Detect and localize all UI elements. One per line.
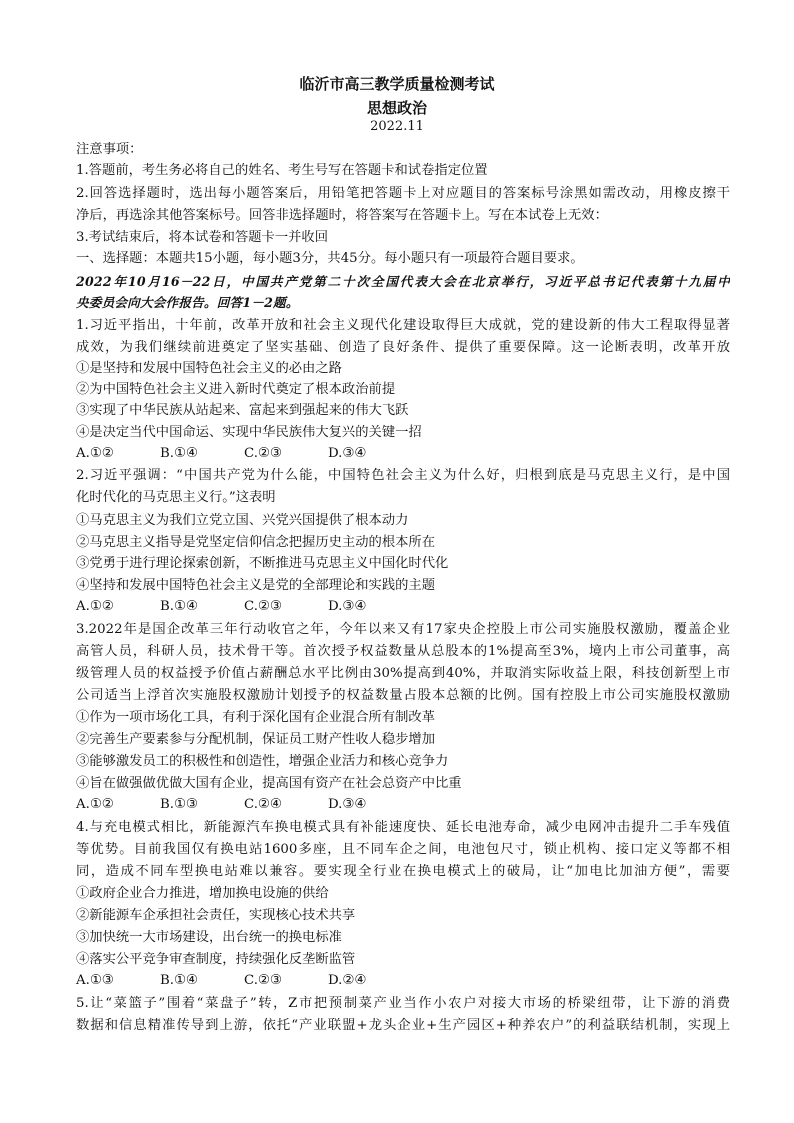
q4-statement-3: ③加快统一大市场建设，出台统一的换电标准 [76, 930, 342, 945]
q3-statement-2: ②完善生产要素参与分配机制，保证员工财产性收人稳步增加 [76, 732, 436, 747]
section-1-intro: 一、选择题：本题共15小题，每小题3分，共45分。每小题只有一项最符合题目要求。 [76, 251, 584, 266]
subject-title: 思想政治 [366, 99, 427, 117]
notice-heading: 注意事项： [76, 142, 143, 157]
q3-option-c[interactable]: C.②④ [244, 797, 282, 812]
q3-option-d[interactable]: D.③④ [328, 797, 367, 812]
q3-stem-line-1: 3.2022年是国企改革三年行动收官之年，今年以来又有17家央企控股上市公司实施股权激励，覆盖企业 [76, 622, 730, 637]
notice-item-3: 3.考试结束后，将本试卷和答题卡一并收回 [76, 230, 329, 245]
material-line-1: 2022年10月16－22日，中国共产党第二十次全国代表大会在北京举行，习近平总书记代表第十九届中 [76, 274, 730, 289]
q3-statement-4: ④旨在做强做优做大国有企业，提高国有资产在社会总资产中比重 [76, 776, 462, 791]
q2-option-a[interactable]: A.①② [76, 599, 114, 614]
q2-options [76, 597, 730, 617]
q4-option-c[interactable]: C.②③ [244, 973, 282, 988]
q4-option-a[interactable]: A.①③ [76, 973, 114, 988]
q1-option-b[interactable]: B.①④ [160, 446, 198, 461]
q3-statement-1: ①作为一项市场化工具，有利于深化国有企业混合所有制改革 [76, 710, 436, 725]
q4-statement-2: ②新能源车企承担社会责任，实现核心技术共享 [76, 908, 356, 923]
q1-statement-4: ④是决定当代中国命运、实现中华民族伟大复兴的关键一招 [76, 425, 422, 440]
q4-stem-line-2: 等优势。目前我国仅有换电站1600多座，且不同车企之间，电池包尺寸，锁止机构、接口定义等都不相 [76, 842, 730, 857]
q1-option-d[interactable]: D.③④ [328, 446, 367, 461]
q4-statement-4: ④落实公平竞争审查制度，持续强化反垄断监管 [76, 952, 356, 967]
q2-option-b[interactable]: B.①④ [160, 599, 198, 614]
q4-options [76, 971, 730, 991]
q1-statement-3: ③实现了中华民族从站起来、富起来到强起来的伟大飞跃 [76, 403, 409, 418]
exam-title: 临沂市高三教学质量检测考试 [299, 75, 495, 93]
q1-option-a[interactable]: A.①② [76, 446, 114, 461]
material-line-2: 央委员会向大会作报告。回答1－2题。 [76, 295, 299, 310]
q1-options [76, 444, 730, 464]
q1-option-c[interactable]: C.②③ [244, 446, 282, 461]
q3-option-a[interactable]: A.①② [76, 797, 114, 812]
q2-option-c[interactable]: C.②③ [244, 599, 282, 614]
notice-item-2-line-1: 2.回答选择题时，选出每小题答案后，用铅笔把答题卡上对应题目的答案标号涂黑如需改动，用橡皮擦干 [76, 186, 730, 201]
q2-statement-2: ②马克思主义指导是党坚定信仰信念把握历史主动的根本所在 [76, 535, 436, 550]
notice-item-1: 1.答题前，考生务必将自己的姓名、考生号写在答题卡和试卷指定位置 [76, 163, 488, 178]
q2-option-d[interactable]: D.③④ [328, 599, 367, 614]
q3-options [76, 795, 730, 815]
q2-statement-1: ①马克思主义为我们立党立国、兴党兴国提供了根本动力 [76, 513, 409, 528]
notice-item-2-line-2: 净后，再选涂其他答案标号。回答非选择题时，将答案写在答题卡上。写在本试卷上无效： [76, 208, 608, 223]
q1-stem-line-1: 1.习近平指出，十年前，改革开放和社会主义现代化建设取得巨大成就，党的建设新的伟大工程取得显著 [76, 318, 730, 333]
q4-stem-line-1: 4.与充电模式相比，新能源汽车换电模式具有补能速度快、延长电池寿命，减少电网冲击提升二手车残值 [76, 820, 730, 835]
q5-stem-line-2: 数据和信息精准传导到上游，依托“产业联盟+龙头企业+生产园区+种养农户”的利益联结机制，实现上 [76, 1018, 730, 1033]
q2-statement-3: ③党勇于进行理论探索创新，不断推进马克思主义中国化时代化 [76, 556, 449, 571]
exam-date: 2022.11 [370, 119, 424, 134]
q4-option-d[interactable]: D.②④ [328, 973, 367, 988]
q4-statement-1: ①政府企业合力推进，增加换电设施的供给 [76, 886, 329, 901]
q5-stem-line-1: 5.让“菜篮子”围着“菜盘子”转，Z市把预制菜产业当作小农户对接大市场的桥梁纽带，让下游的消费 [76, 996, 730, 1011]
q3-statement-3: ③能够激发员工的积极性和创造性，增强企业活力和核心竞争力 [76, 754, 449, 769]
q3-stem-line-3: 级管理人员的权益授予价值占薪酬总水平比例由30%提高到40%，并取消实际收益上限，科技创新型上市 [76, 666, 730, 681]
q1-statement-1: ①是坚持和发展中国特色社会主义的必由之路 [76, 361, 342, 376]
q3-stem-line-2: 高管人员，科研人员，技术骨干等。首次授予权益数量从总股本的1%提高至3%，境内上市公司董事，高 [76, 644, 730, 659]
q1-statement-2: ②为中国特色社会主义进入新时代奠定了根本政治前提 [76, 382, 396, 397]
q1-stem-line-2: 成效，为我们继续前进奠定了坚实基础、创造了良好条件、提供了重要保障。这一论断表明，改革开放 [76, 340, 730, 355]
q4-stem-line-3: 同，造成不同车型换电站难以兼容。要实现全行业在换电模式上的破局，让“加电比加油方便”，需要 [76, 864, 730, 879]
q2-stem-line-1: 2.习近平强调：“中国共产党为什么能，中国特色社会主义为什么好，归根到底是马克思主义行，是中国 [76, 468, 730, 483]
q2-statement-4: ④坚持和发展中国特色社会主义是党的全部理论和实践的主题 [76, 578, 436, 593]
q3-stem-line-4: 公司适当上浮首次实施股权激励计划授予的权益数量占股本总额的比例。国有控股上市公司实施股权激励 [76, 688, 730, 703]
q4-option-b[interactable]: B.①④ [160, 973, 198, 988]
q3-option-b[interactable]: B.①③ [160, 797, 198, 812]
q2-stem-line-2: 化时代化的马克思主义行。”这表明 [76, 490, 276, 505]
